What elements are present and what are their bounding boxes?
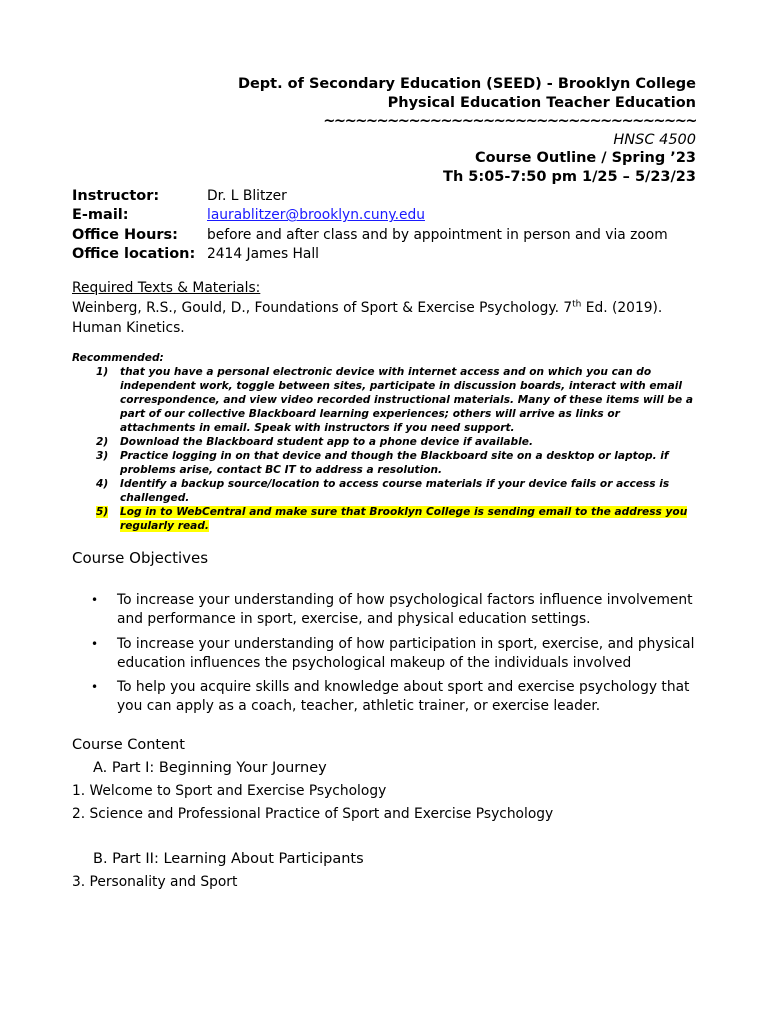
department-line: Dept. of Secondary Education (SEED) - Brooklyn College bbox=[237, 76, 696, 92]
recommended-item bbox=[72, 449, 697, 477]
office-hours-value: before and after class and by appointment in person and via zoom bbox=[207, 226, 668, 243]
bullet-icon: • bbox=[91, 636, 99, 651]
citation-tail: Ed. (2019). Human Kinetics. bbox=[72, 300, 663, 336]
required-texts-heading: Required Texts & Materials: bbox=[72, 280, 261, 296]
objective-text: To help you acquire skills and knowledge about sport and exercise psychology that you can apply as a coach, teacher, athletic trainer, or exercise leader. bbox=[117, 679, 690, 714]
recommended-item bbox=[72, 477, 697, 505]
email-link[interactable]: laurablitzer@brooklyn.cuny.edu bbox=[207, 207, 425, 224]
highlighted-number: 5) bbox=[96, 506, 109, 518]
highlighted-text: Log in to WebCentral and make sure that Brooklyn College is sending email to the address you regularly read. bbox=[120, 506, 688, 532]
instructor-row bbox=[72, 186, 668, 206]
objective-item bbox=[72, 635, 702, 673]
office-hours-row bbox=[72, 225, 668, 245]
recommended-section bbox=[72, 351, 697, 533]
recommended-item bbox=[72, 365, 697, 435]
item-number: 4) bbox=[96, 478, 109, 490]
content-item: 2. Science and Professional Practice of Sport and Exercise Psychology bbox=[72, 806, 554, 822]
item-text: Practice logging in on that device and though the Blackboard site on a desktop or laptop. if problems arise, contact BC IT to address a resolution. bbox=[120, 450, 669, 476]
item-number: 2) bbox=[96, 436, 109, 448]
office-location-label: Office location: bbox=[72, 246, 196, 263]
instructor-info bbox=[72, 186, 668, 264]
objective-text: To increase your understanding of how participation in sport, exercise, and physical education influences the psychological makeup of the individuals involved bbox=[117, 635, 695, 671]
course-header bbox=[238, 75, 696, 187]
course-objectives-heading: Course Objectives bbox=[72, 549, 209, 567]
instructor-label: Instructor: bbox=[72, 187, 160, 204]
course-content-heading: Course Content bbox=[72, 737, 185, 753]
email-label: E-mail: bbox=[72, 207, 129, 224]
office-location-row bbox=[72, 245, 668, 265]
objectives-list bbox=[72, 591, 702, 722]
program-line: Physical Education Teacher Education bbox=[387, 94, 696, 111]
recommended-item bbox=[72, 435, 697, 449]
objective-item bbox=[72, 678, 702, 716]
item-text: Download the Blackboard student app to a phone device if available. bbox=[120, 436, 533, 448]
office-location-value: 2414 James Hall bbox=[207, 246, 320, 263]
recommended-item-highlighted bbox=[72, 505, 697, 533]
class-schedule: Th 5:05-7:50 pm 1/25 – 5/23/23 bbox=[443, 168, 696, 185]
recommended-heading: Recommended: bbox=[72, 352, 164, 364]
citation-superscript: th bbox=[572, 299, 582, 310]
course-code: HNSC 4500 bbox=[613, 131, 696, 148]
instructor-value: Dr. L Blitzer bbox=[207, 187, 287, 204]
textbook-citation bbox=[72, 298, 702, 338]
office-hours-label: Office Hours: bbox=[72, 226, 178, 243]
part-one-heading: A. Part I: Beginning Your Journey bbox=[93, 760, 327, 776]
part-two-heading: B. Part II: Learning About Participants bbox=[93, 851, 364, 867]
item-number: 1) bbox=[96, 366, 109, 378]
email-row bbox=[72, 206, 668, 226]
item-text bbox=[120, 505, 697, 533]
item-number: 3) bbox=[96, 450, 109, 462]
tilde-divider: ~~~~~~~~~~~~~~~~~~~~~~~~~~~~~~~~~~~ bbox=[323, 113, 696, 130]
recommended-list bbox=[72, 365, 697, 533]
content-item: 1. Welcome to Sport and Exercise Psychology bbox=[72, 783, 387, 799]
citation-main: Weinberg, R.S., Gould, D., Foundations of Sport & Exercise Psychology. 7 bbox=[72, 300, 573, 316]
objective-item bbox=[72, 591, 702, 629]
objective-text: To increase your understanding of how psychological factors influence involvement and performance in sport, exercise, and physical education settings. bbox=[117, 592, 693, 627]
content-item: 3. Personality and Sport bbox=[72, 874, 238, 890]
bullet-icon: • bbox=[91, 680, 99, 694]
required-texts bbox=[72, 278, 702, 338]
course-outline-term: Course Outline / Spring ’23 bbox=[474, 150, 696, 167]
item-text: that you have a personal electronic device with internet access and on which you can do independent work, toggle between sites, participate in discussion boards, interact with email correspondence, and view video recorded instructional materials. Many of these items will be a part of our collective Blackboard learning experiences; others will arrive as links or attachments in email. Speak with instructors if you need support. bbox=[120, 366, 693, 434]
item-number bbox=[72, 505, 120, 533]
item-text: Identify a backup source/location to access course materials if your device fails or access is challenged. bbox=[120, 478, 670, 504]
bullet-icon: • bbox=[91, 593, 99, 607]
